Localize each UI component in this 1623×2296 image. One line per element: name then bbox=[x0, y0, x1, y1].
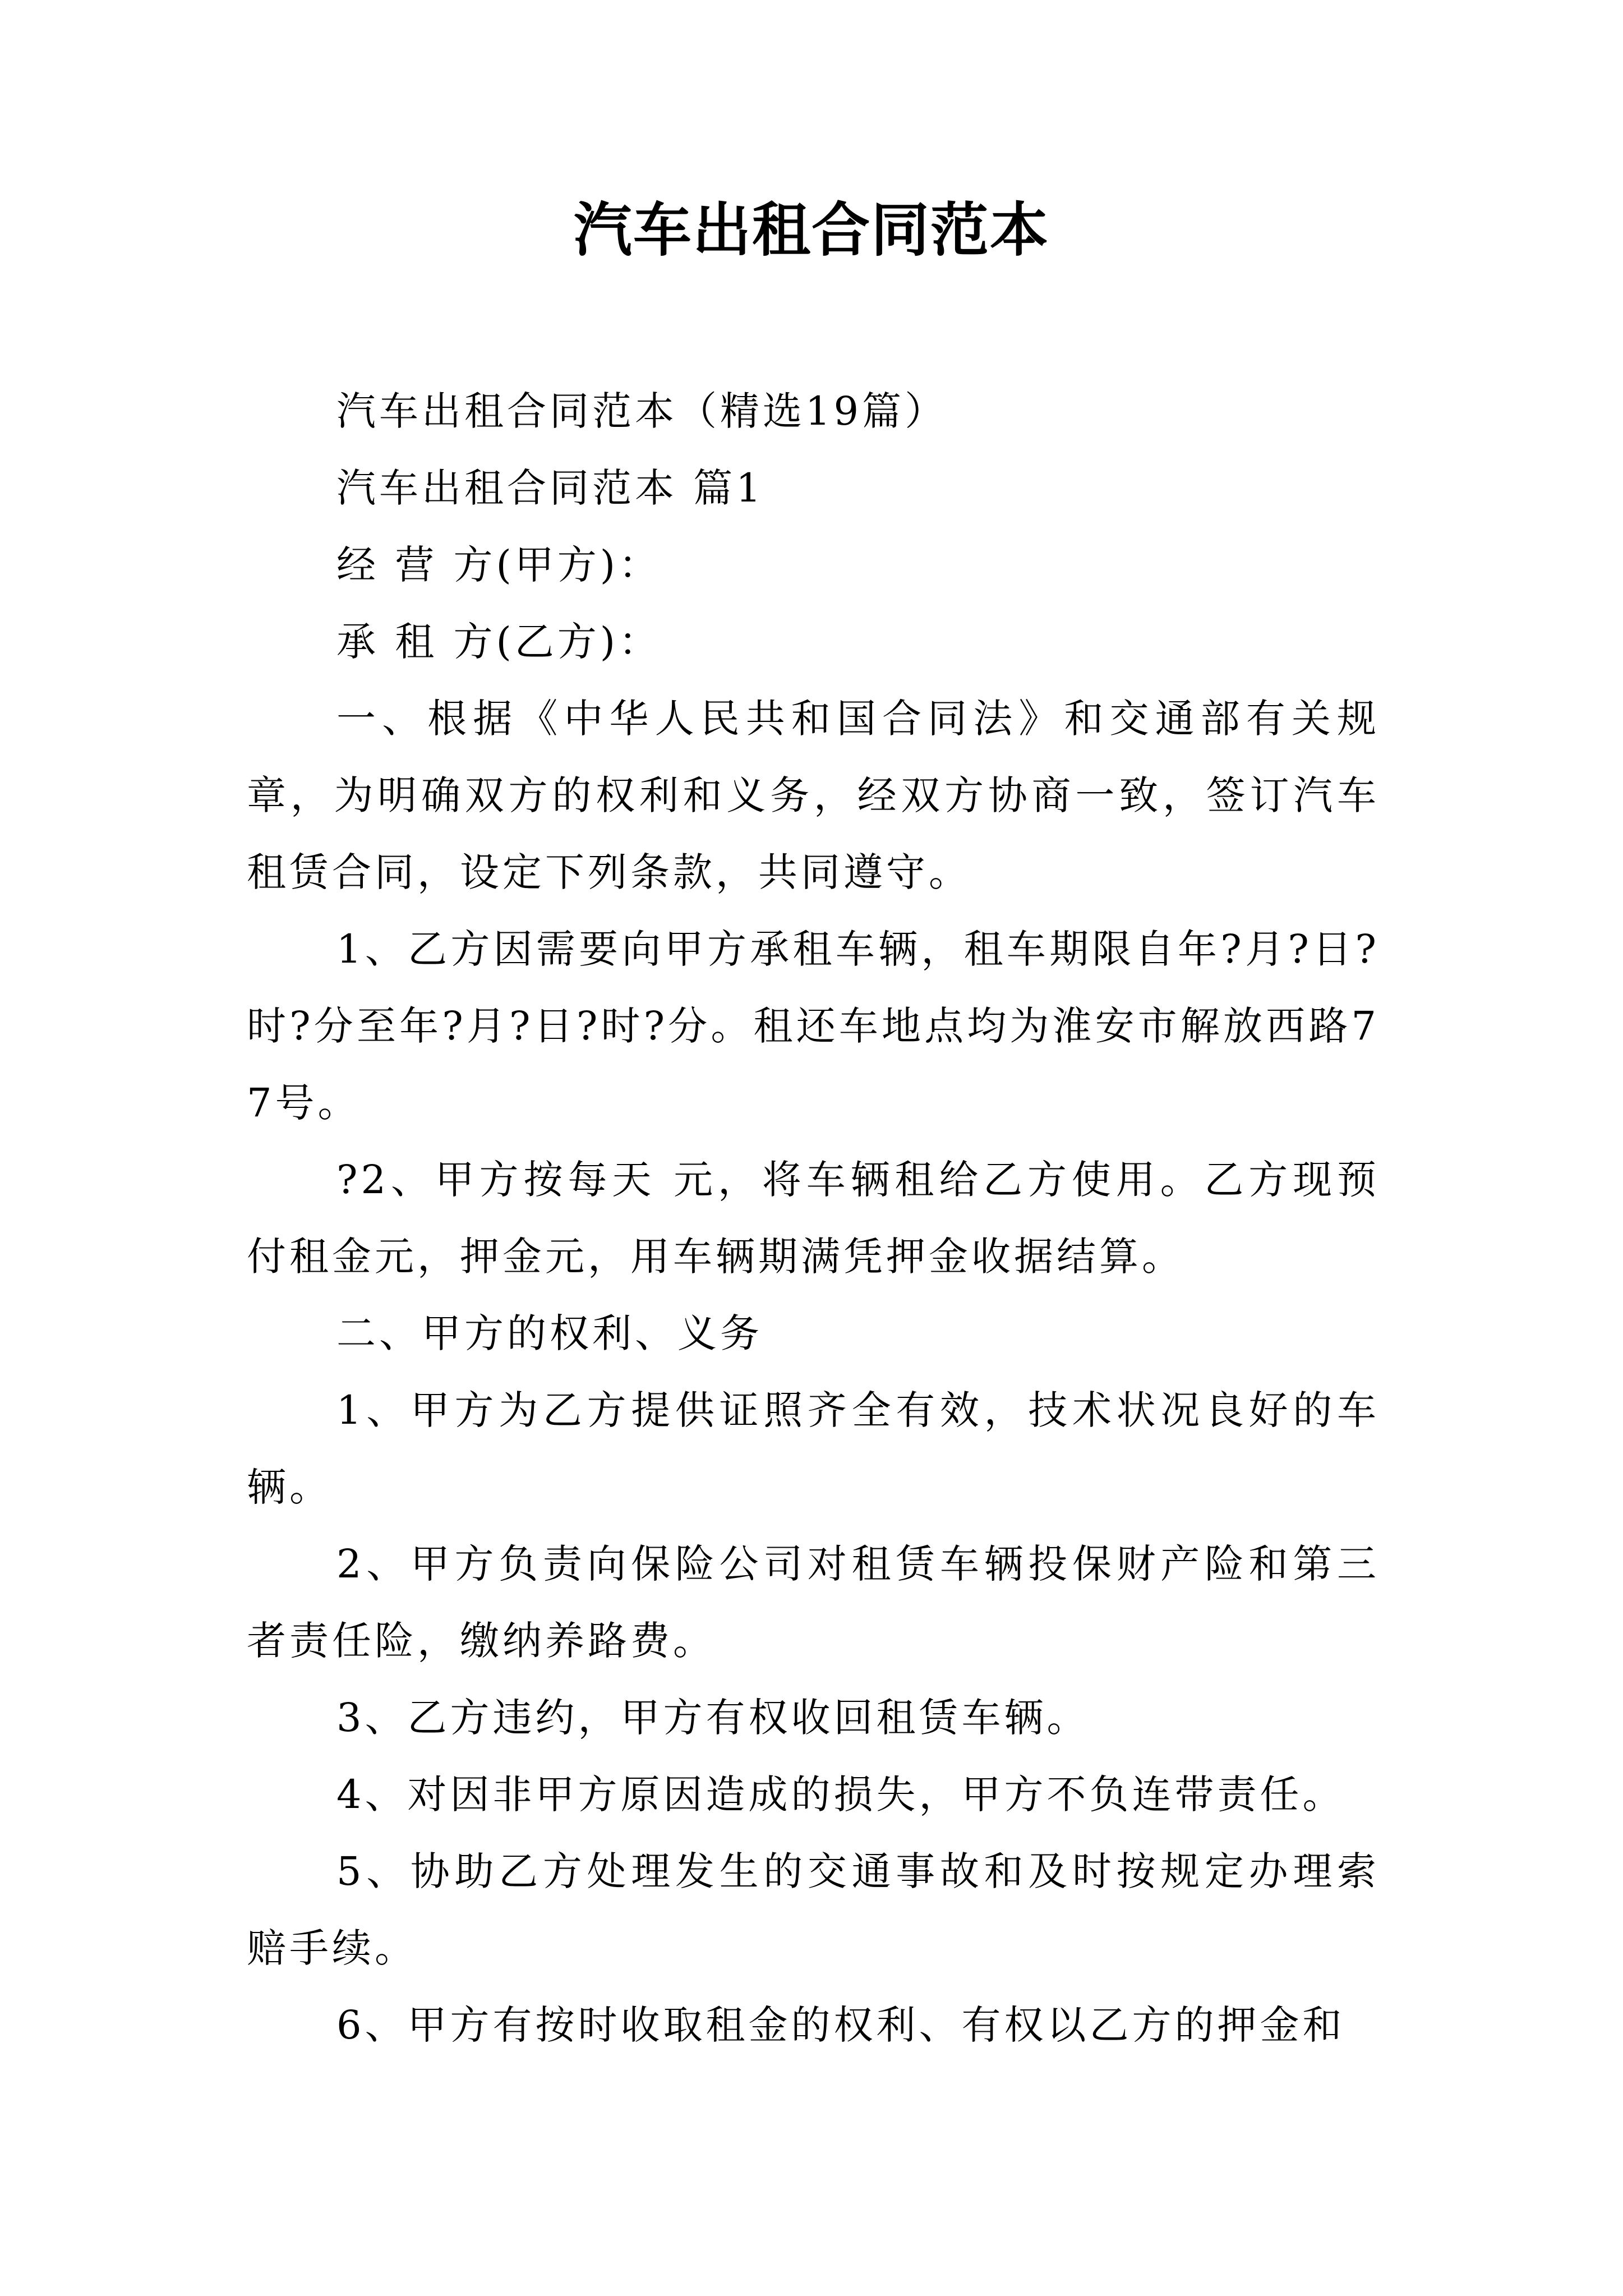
party-b-label: 承 租 方(乙方)： bbox=[336, 619, 662, 665]
section-heading: 汽车出租合同范本 篇1 bbox=[336, 465, 764, 511]
document-body bbox=[247, 373, 1380, 2064]
paragraph-4: 二、甲方的权利、义务 bbox=[336, 1310, 763, 1356]
paragraph-2: 1、乙方因需要向甲方承租车辆，租车期限自年?月?日?时?分至年?月?日?时?分。租还车地点均为淮安市解放西路77号。 bbox=[247, 926, 1380, 1126]
paragraph-5: 1、甲方为乙方提供证照齐全有效，技术状况良好的车辆。 bbox=[247, 1387, 1380, 1510]
document-subtitle: 汽车出租合同范本（精选19篇） bbox=[336, 388, 948, 434]
paragraph-8: 4、对因非甲方原因造成的损失，甲方不负连带责任。 bbox=[336, 1772, 1345, 1818]
document-title: 汽车出租合同范本 bbox=[573, 195, 1049, 264]
paragraph-10: 6、甲方有按时收取租金的权利、有权以乙方的押金和 bbox=[336, 2002, 1345, 2048]
paragraph-7: 3、乙方违约，甲方有权收回租赁车辆。 bbox=[336, 1695, 1090, 1741]
paragraph-3: ?2、甲方按每天 元，将车辆租给乙方使用。乙方现预付租金元，押金元，用车辆期满凭押金收据结算。 bbox=[247, 1157, 1380, 1280]
paragraph-9: 5、协助乙方处理发生的交通事故和及时按规定办理索赔手续。 bbox=[247, 1848, 1380, 1971]
paragraph-1: 一、根据《中华人民共和国合同法》和交通部有关规章，为明确双方的权利和义务，经双方协商一致，签订汽车租赁合同，设定下列条款，共同遵守。 bbox=[247, 696, 1380, 895]
paragraph-6: 2、甲方负责向保险公司对租赁车辆投保财产险和第三者责任险，缴纳养路费。 bbox=[247, 1541, 1380, 1664]
party-a-label: 经 营 方(甲方)： bbox=[336, 542, 662, 588]
